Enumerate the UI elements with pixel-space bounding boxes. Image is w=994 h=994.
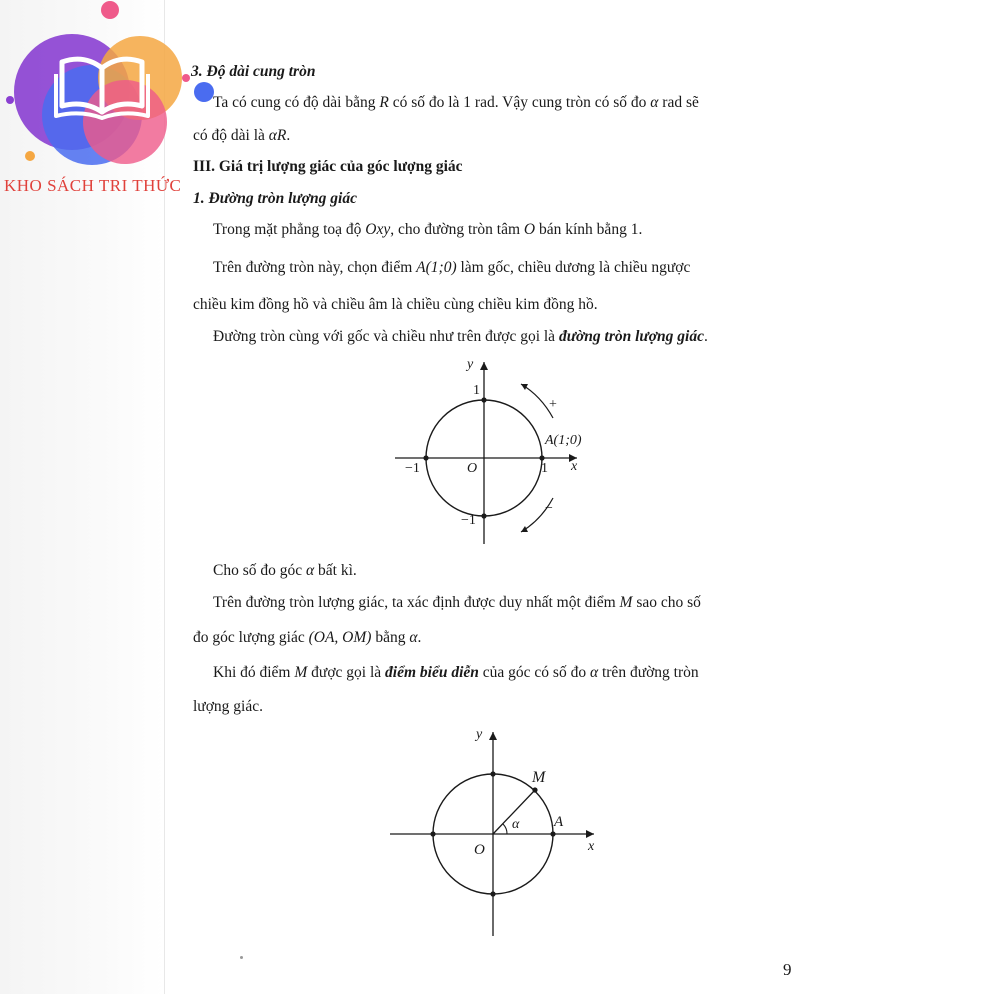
section-heading-3: 3. Độ dài cung tròn [191,63,316,80]
x-label: x [588,839,595,854]
logo-dot-pink [182,74,190,82]
part-heading-III: III. Giá trị lượng giác của góc lượng giác [193,158,463,175]
paragraph-line: Trên đường tròn này, chọn điểm A(1;0) làm gốc, chiều dương là chiều ngược [213,259,691,276]
logo-dot-orange [25,151,35,161]
x-label: x [571,459,578,474]
logo-dot-blue [194,82,214,102]
point-dot [481,513,486,518]
y-axis-arrow-icon [480,362,488,370]
paragraph-line: Đường tròn cùng với gốc và chiều như trên được gọi là đường tròn lượng giác. [213,328,708,345]
tick-left: −1 [405,461,420,476]
tick-top: 1 [473,383,480,398]
origin-label: O [467,461,478,476]
point-dot [550,831,555,836]
subsection-heading-1: 1. Đường tròn lượng giác [193,190,357,207]
point-dot [423,455,428,460]
y-axis-arrow-icon [489,732,497,740]
paragraph-line: Cho số đo góc α bất kì. [213,562,357,579]
point-a-label: A [554,814,564,830]
paragraph-line: Khi đó điểm M được gọi là điểm biểu diễn của góc có số đo α trên đường tròn [213,664,699,681]
arrowhead-icon [521,526,528,532]
tick-right: 1 [541,461,548,476]
x-axis-arrow-icon [586,830,594,838]
speck [240,956,243,959]
point-dot [481,397,486,402]
plus-sign: + [549,397,557,412]
origin-label: O [474,842,485,858]
arrowhead-icon [521,384,528,390]
paragraph-line: Ta có cung có độ dài bằng R có số đo là 1 rad. Vậy cung tròn có số đo α rad sẽ [213,94,699,111]
paragraph-line: có độ dài là αR. [193,127,291,144]
page-number: 9 [783,960,792,979]
logo-dot-red [101,1,119,19]
tick-bottom: −1 [461,513,476,528]
paragraph-line: đo góc lượng giác (OA, OM) bằng α. [193,629,422,646]
logo-circle-pink [83,80,167,164]
y-label: y [467,357,474,372]
point-dot [490,891,495,896]
point-representation-figure [390,722,610,938]
y-label: y [476,727,483,742]
point-a-label: A(1;0) [545,433,582,448]
point-dot [430,831,435,836]
point-m-label: M [532,769,546,786]
angle-label: α [512,817,520,832]
point-m-dot [532,787,537,792]
brand-name: KHO SÁCH TRI THỨC [4,176,182,195]
minus-sign: − [545,501,553,516]
logo-dot-purple [6,96,14,104]
point-dot [490,771,495,776]
paragraph-line: chiều kim đồng hồ và chiều âm là chiều cùng chiều kim đồng hồ. [193,296,598,313]
paragraph-line: lượng giác. [193,698,263,715]
angle-arc [503,824,507,834]
paragraph-line: Trên đường tròn lượng giác, ta xác định được duy nhất một điểm M sao cho số [213,594,701,611]
trig-circle-figure [395,352,595,548]
point-dot [539,455,544,460]
paragraph-line: Trong mặt phẳng toạ độ Oxy, cho đường tròn tâm O bán kính bằng 1. [213,221,643,238]
